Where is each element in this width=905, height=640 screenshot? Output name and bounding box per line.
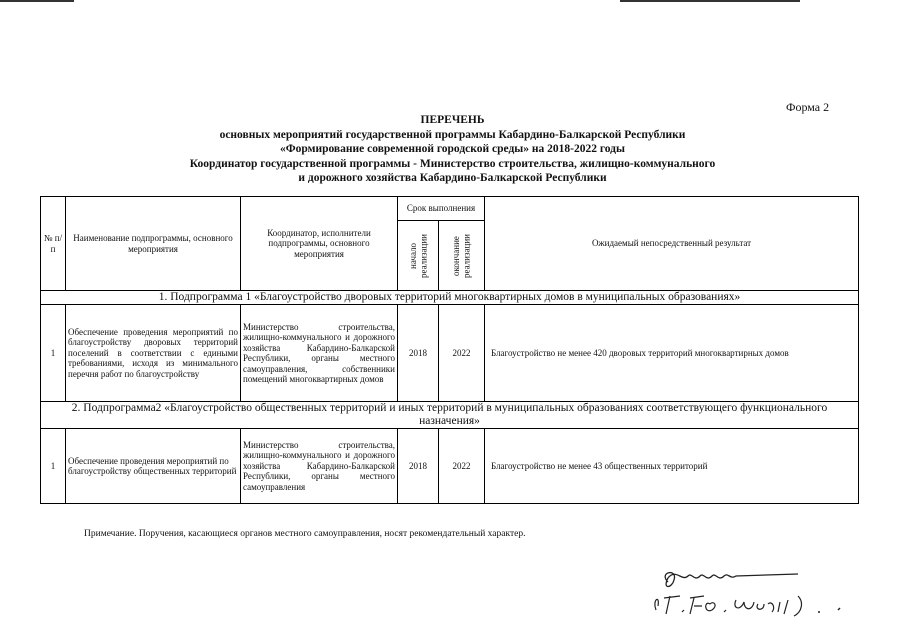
- form-label: Форма 2: [786, 100, 830, 114]
- measures-table: [40, 196, 859, 504]
- header-start: начало реализации: [407, 233, 428, 278]
- row1-end: 2022: [439, 305, 485, 402]
- section-row-2: [41, 402, 859, 429]
- table-row: [41, 305, 859, 402]
- row2-coordinator: Министерство строительства, жилищно-коммунального и дорожного хозяйства Кабардино-Балкарской Республики, органы местного самоуправления: [241, 429, 398, 504]
- header-start-cell: [398, 221, 439, 291]
- row2-num: 1: [41, 429, 66, 504]
- row2-result: Благоустройство не менее 43 общественных территорий: [485, 429, 859, 504]
- footnote: Примечание. Поручения, касающиеся органов местного самоуправления, носят рекомендательный характер.: [84, 529, 526, 539]
- title-line-3: «Формирование современной городской среды» на 2018-2022 годы: [280, 143, 625, 155]
- handwritten-signature: [648, 560, 848, 620]
- document-title: [40, 113, 865, 186]
- header-name: Наименование подпрограммы, основного мероприятия: [66, 197, 241, 291]
- title-line-5: и дорожного хозяйства Кабардино-Балкарской Республики: [298, 172, 607, 184]
- row1-name: Обеспечение проведения мероприятий по благоустройству дворовых территорий поселений в соответствии с едиными требованиями, исходя из минимального перечня работ по благоустройству: [66, 305, 241, 402]
- title-line-4: Координатор государственной программы - Министерство строительства, жилищно-коммунального: [189, 157, 716, 170]
- row2-end: 2022: [439, 429, 485, 504]
- header-coordinator: Координатор, исполнители подпрограммы, основного мероприятия: [241, 197, 398, 291]
- scan-artifact-line: [620, 0, 800, 2]
- row1-num: 1: [41, 305, 66, 402]
- header-term: Срок выполнения: [398, 197, 485, 221]
- title-line-1: ПЕРЕЧЕНЬ: [420, 114, 485, 126]
- title-line-2: основных мероприятий государственной программы Кабардино-Балкарской Республики: [219, 128, 686, 141]
- row2-name: Обеспечение проведения мероприятий по благоустройству общественных территорий: [66, 429, 241, 504]
- header-result: Ожидаемый непосредственный результат: [485, 197, 859, 291]
- scan-artifact-line: [0, 0, 74, 2]
- row2-start: 2018: [398, 429, 439, 504]
- row1-coordinator: Министерство строительства, жилищно-коммунального и дорожного хозяйства Кабардино-Балкарской Республики, органы местного самоуправления, собственники помещений многоквартирных домов: [241, 305, 398, 402]
- section-title-2: 2. Подпрограмма2 «Благоустройство общественных территорий и иных территорий в муниципальных образованиях соответствующего функционального назначения»: [41, 402, 859, 429]
- header-row: [41, 197, 859, 221]
- section-row-1: [41, 291, 859, 305]
- table-row: [41, 429, 859, 504]
- row1-start: 2018: [398, 305, 439, 402]
- section-title-1: 1. Подпрограмма 1 «Благоустройство дворовых территорий многоквартирных домов в муниципальных образованиях»: [41, 291, 859, 305]
- header-end: окончание реализации: [451, 233, 472, 278]
- row1-result: Благоустройство не менее 420 дворовых территорий многоквартирных домов: [485, 305, 859, 402]
- header-num: № п/п: [41, 197, 66, 291]
- header-end-cell: [439, 221, 485, 291]
